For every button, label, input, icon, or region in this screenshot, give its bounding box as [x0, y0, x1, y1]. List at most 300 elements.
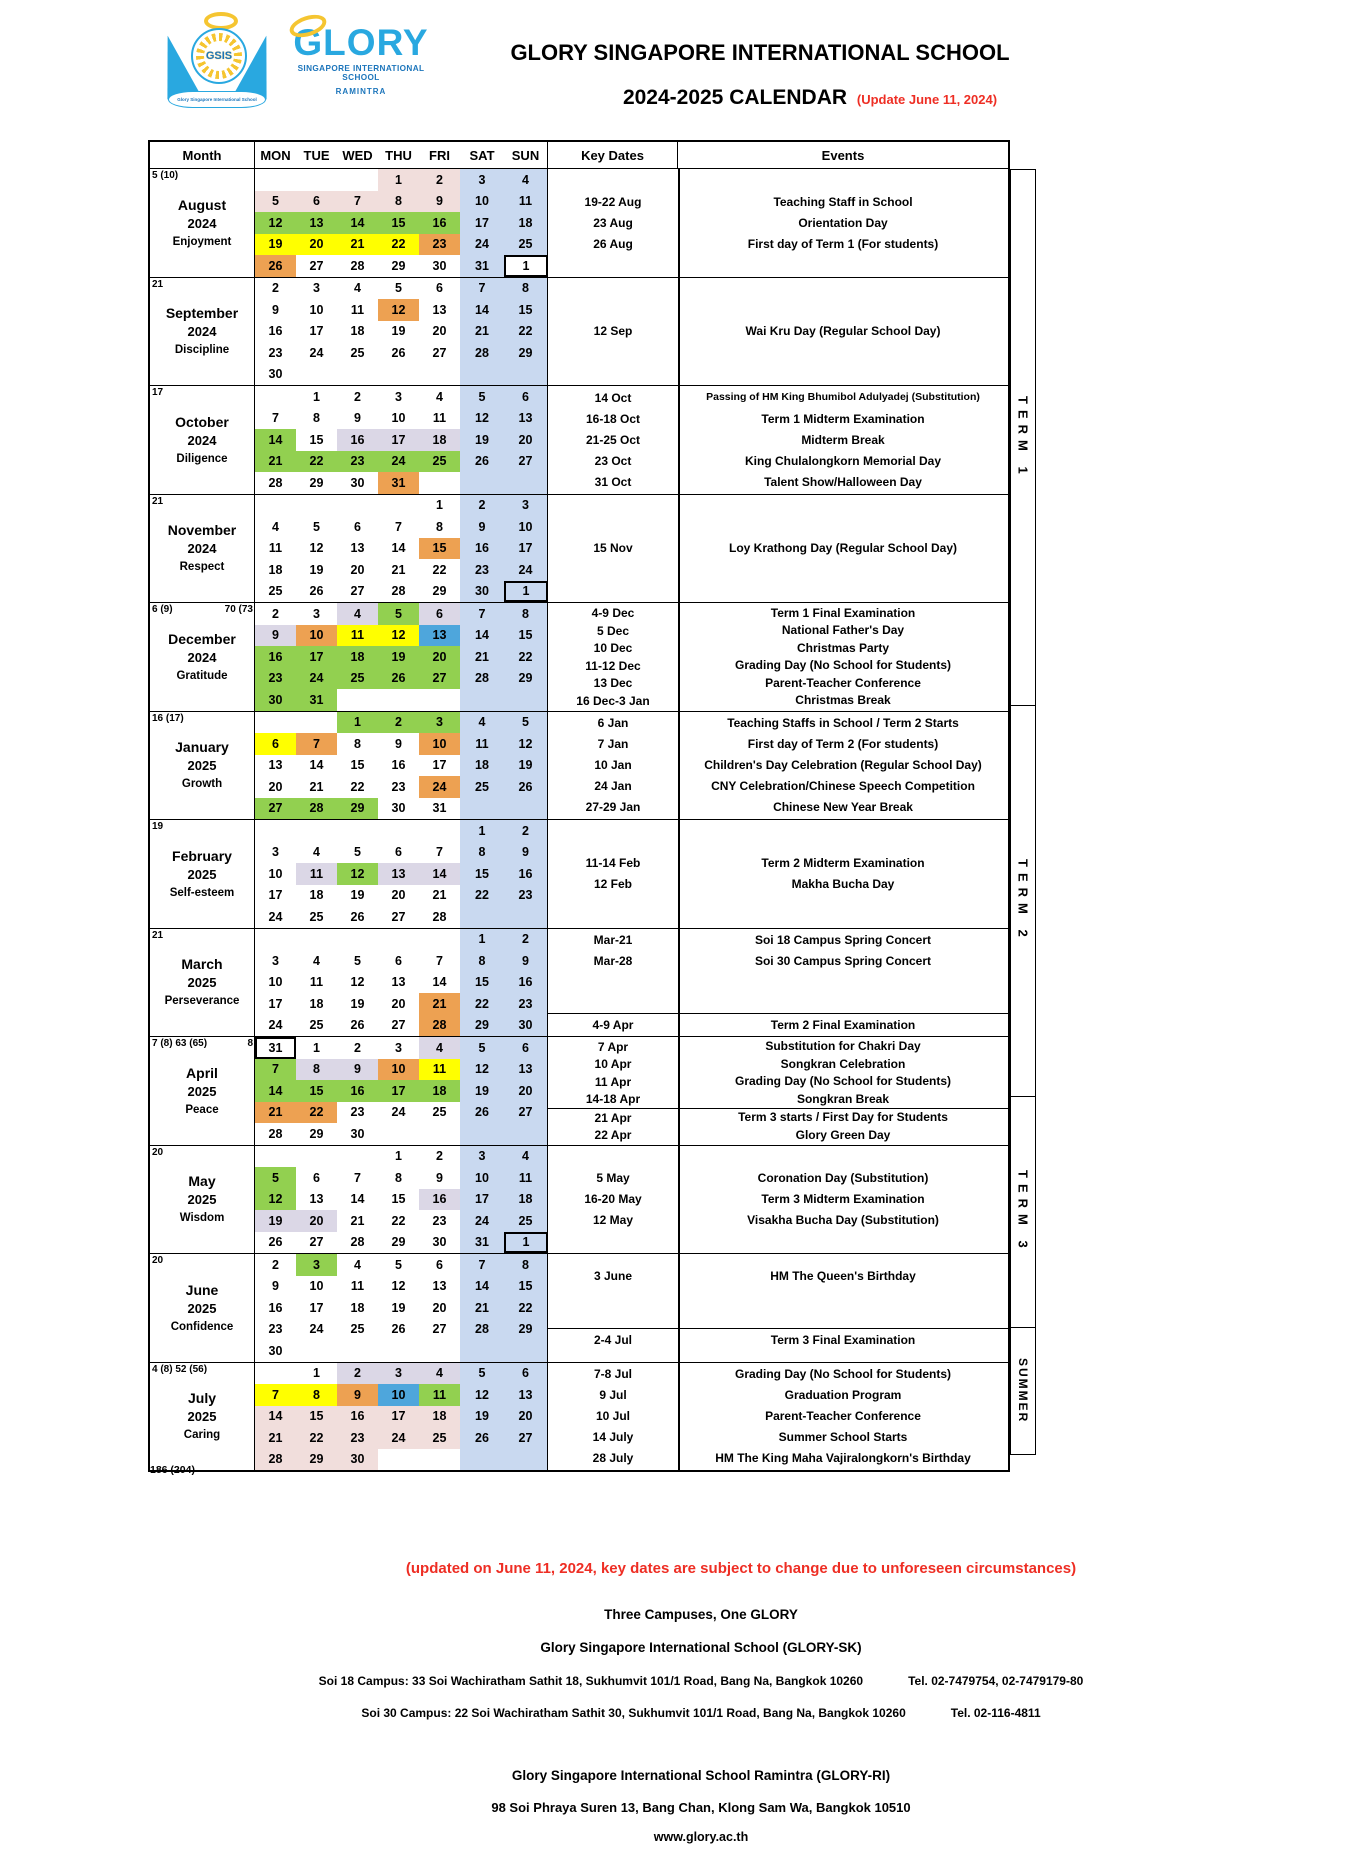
day-cell: 8 [395, 1170, 402, 1185]
day-cell [460, 906, 504, 928]
day-cell: 11 [419, 1384, 460, 1406]
day-cell: 17 [460, 212, 504, 234]
month-cell [150, 495, 255, 603]
month-name: May [188, 1173, 216, 1190]
day-cell: 13 [350, 541, 365, 556]
key-date: 10 Jul [595, 1409, 631, 1424]
key-date: 21 Apr [594, 1110, 632, 1125]
total-school-days: 186 (204) [150, 1464, 195, 1476]
day-cell: 4 [436, 389, 443, 404]
event-label: First day of Term 1 (For students) [747, 236, 939, 251]
day-cell: 1 [313, 389, 320, 404]
month-year: 2024 [187, 324, 217, 340]
day-cell: 27 [391, 1018, 406, 1033]
day-cell: 23 [432, 1213, 447, 1228]
day-cell: 8 [296, 1059, 337, 1081]
day-cell: 13 [391, 975, 406, 990]
day-cell [419, 689, 460, 711]
key-date-row [548, 408, 1008, 429]
key-date: 26 Aug [593, 236, 633, 251]
day-cell: 28 [460, 342, 504, 364]
day-cell [504, 689, 548, 711]
day-cell [337, 495, 378, 517]
day-cell: 18 [309, 996, 324, 1011]
day-cell: 6 [354, 519, 361, 534]
day-cell: 18 [504, 212, 548, 234]
day-cell: 4 [419, 1037, 460, 1059]
day-cell: 28 [460, 1319, 504, 1341]
term-label-1: TERM 1 [1010, 169, 1036, 707]
day-cell: 2 [504, 929, 548, 951]
day-cell: 15 [378, 212, 419, 234]
day-cell: 6 [313, 1170, 320, 1185]
day-cell: 13 [419, 625, 460, 647]
column-header-key-dates: Key Dates [548, 142, 678, 168]
day-cell: 23 [268, 345, 283, 360]
key-date-row [548, 1090, 1008, 1108]
key-date: 24 Jan [594, 779, 632, 794]
day-cell: 30 [432, 1235, 447, 1250]
day-cell: 17 [504, 538, 548, 560]
day-cell [296, 1340, 337, 1362]
day-cell: 14 [419, 863, 460, 885]
term-strip [1010, 169, 1036, 1455]
day-cell: 20 [268, 779, 283, 794]
day-cell [255, 495, 296, 517]
month-year: 2025 [187, 975, 217, 991]
event-label: Coronation Day (Substitution) [757, 1171, 929, 1186]
day-cell: 8 [436, 519, 443, 534]
day-cell: 11 [337, 625, 378, 647]
key-date: 10 Jan [594, 758, 632, 773]
logo-subtitle: SINGAPORE INTERNATIONAL SCHOOL [297, 64, 425, 82]
calendar-table [148, 140, 1010, 1472]
day-cell: 27 [255, 798, 296, 820]
month-name: March [181, 956, 223, 973]
key-dates-events [548, 820, 1008, 928]
day-cell: 24 [296, 668, 337, 690]
day-cell: 20 [504, 1080, 548, 1102]
day-cell: 10 [268, 975, 283, 990]
event-label: Teaching Staff in School [773, 194, 913, 209]
day-cell: 11 [268, 541, 283, 556]
day-cell: 12 [255, 212, 296, 234]
day-cell: 4 [460, 712, 504, 734]
month-cell [150, 820, 255, 928]
day-cell [296, 820, 337, 842]
school-days-count: 6 (9) [152, 604, 173, 615]
day-cell: 4 [354, 281, 361, 296]
day-cell: 17 [378, 429, 419, 451]
day-cell: 21 [255, 1427, 296, 1449]
month-band-august [150, 169, 1008, 277]
day-cell: 25 [350, 1322, 365, 1337]
key-date-row [548, 429, 1008, 450]
month-band-march [150, 928, 1008, 1037]
day-cell: 5 [395, 281, 402, 296]
day-cell [296, 169, 337, 191]
school-days-count: 16 (17) [152, 712, 184, 724]
day-cell [504, 798, 548, 820]
day-cell: 18 [309, 888, 324, 903]
calendar-body [150, 169, 1008, 1470]
month-cell [150, 169, 255, 277]
day-cell [378, 1449, 419, 1471]
event-label: Term 2 Final Examination [770, 1017, 916, 1032]
event-label: Soi 18 Campus Spring Concert [754, 932, 932, 947]
day-cell: 17 [309, 324, 324, 339]
school-days-count-right: 8 [247, 1038, 253, 1049]
day-cell: 19 [255, 1210, 296, 1232]
day-cell: 30 [255, 689, 296, 711]
day-cell: 22 [460, 885, 504, 907]
day-cell: 29 [504, 668, 548, 690]
day-cell: 25 [419, 451, 460, 473]
day-cell: 18 [337, 646, 378, 668]
day-cell: 30 [350, 1126, 365, 1141]
day-cell: 25 [337, 668, 378, 690]
month-cell [150, 1254, 255, 1362]
day-cell: 20 [504, 1406, 548, 1428]
day-cell: 3 [419, 712, 460, 734]
day-cell: 15 [460, 972, 504, 994]
day-cell: 30 [268, 367, 283, 382]
day-cell: 11 [419, 1059, 460, 1081]
day-cell: 24 [460, 234, 504, 256]
day-cell: 22 [296, 451, 337, 473]
day-cell: 23 [350, 1105, 365, 1120]
day-cell: 8 [296, 1384, 337, 1406]
day-cell: 28 [268, 475, 283, 490]
month-theme: Diligence [176, 452, 228, 465]
day-cell: 4 [272, 519, 279, 534]
day-cell: 24 [460, 1210, 504, 1232]
day-cell: 12 [460, 408, 504, 430]
day-cell: 5 [460, 1037, 504, 1059]
day-cell: 16 [337, 1406, 378, 1428]
day-cell: 28 [268, 1126, 283, 1141]
day-cell: 31 [460, 1232, 504, 1254]
school-days-count: 5 (10) [152, 170, 179, 181]
day-cell: 3 [460, 169, 504, 191]
day-cell: 26 [309, 584, 324, 599]
day-cell: 13 [309, 1192, 324, 1207]
day-cell: 3 [395, 389, 402, 404]
day-cell: 30 [391, 801, 406, 816]
day-cell: 3 [460, 1146, 504, 1168]
day-cell: 1 [460, 820, 504, 842]
day-cell: 21 [460, 646, 504, 668]
event-label: Children's Day Celebration (Regular School Day) [704, 758, 982, 773]
day-cell: 14 [255, 1080, 296, 1102]
key-date: Mar-21 [593, 932, 633, 947]
day-cell: 12 [378, 299, 419, 321]
day-cell: 7 [460, 603, 504, 625]
key-date-row [548, 1328, 1008, 1350]
event-label: Visakha Bucha Day (Substitution) [747, 1213, 939, 1228]
key-date: 13 Dec [593, 676, 633, 690]
key-date-row [548, 639, 1008, 657]
day-cell: 24 [378, 451, 419, 473]
day-cell [337, 820, 378, 842]
event-label: Christmas Party [796, 640, 890, 655]
day-cell: 14 [391, 541, 406, 556]
day-cell: 5 [255, 191, 296, 213]
month-cell [150, 1363, 255, 1471]
key-date: 14 Oct [594, 390, 632, 405]
key-date: 19-22 Aug [584, 194, 642, 209]
event-label: CNY Celebration/Chinese Speech Competition [711, 779, 975, 794]
day-cell: 28 [432, 909, 447, 924]
key-date: 7-8 Jul [593, 1367, 632, 1382]
month-name: June [185, 1281, 219, 1298]
key-date-row [548, 1364, 1008, 1385]
day-cell [419, 1449, 460, 1471]
key-date-row [548, 950, 1008, 971]
day-cell: 2 [354, 1040, 361, 1055]
day-cell [378, 495, 419, 517]
day-cell: 29 [460, 1015, 504, 1037]
day-cell: 28 [350, 1235, 365, 1250]
key-date: 28 July [592, 1451, 634, 1466]
key-date: 10 Apr [594, 1057, 632, 1071]
day-cell: 1 [378, 169, 419, 191]
day-cell [419, 1340, 460, 1362]
day-cell: 17 [378, 1080, 419, 1102]
campus-soi30-tel: Tel. 02-116-4811 [950, 1706, 1041, 1720]
day-cell: 2 [354, 389, 361, 404]
day-cell: 2 [436, 1149, 443, 1164]
day-cell: 15 [504, 625, 548, 647]
day-cell: 23 [504, 885, 548, 907]
day-cell: 10 [391, 411, 406, 426]
day-cell: 18 [460, 755, 504, 777]
key-date: 12 Sep [593, 324, 633, 339]
day-cell: 5 [378, 603, 419, 625]
day-cell: 25 [309, 1018, 324, 1033]
crest-banner: Glory Singapore International School [168, 91, 266, 108]
day-cell: 15 [504, 299, 548, 321]
day-cell: 26 [350, 1018, 365, 1033]
school-name-sk: Glory Singapore International School (GLORY-SK) [540, 1640, 862, 1655]
day-cell: 25 [268, 584, 283, 599]
day-cell: 11 [460, 733, 504, 755]
day-cell: 4 [504, 169, 548, 191]
event-label: Term 1 Final Examination [770, 605, 916, 620]
day-cell: 16 [504, 972, 548, 994]
day-cell: 19 [350, 996, 365, 1011]
day-cell: 19 [309, 562, 324, 577]
day-cell: 29 [504, 342, 548, 364]
day-cell: 23 [337, 451, 378, 473]
day-cell: 16 [268, 1300, 283, 1315]
campus-line-soi30 [40, 1706, 1362, 1720]
key-date: 14-18 Apr [585, 1092, 641, 1106]
day-cell: 2 [272, 1257, 279, 1272]
day-cell: 17 [296, 646, 337, 668]
key-date-row [548, 387, 1008, 408]
day-cell: 21 [255, 1102, 296, 1124]
key-date-row [548, 233, 1008, 254]
day-cell: 22 [391, 1213, 406, 1228]
day-cell: 5 [354, 845, 361, 860]
month-theme: Confidence [170, 1320, 234, 1333]
day-cell [419, 1123, 460, 1145]
key-date: 27-29 Jan [585, 800, 641, 815]
key-date-row [548, 1189, 1008, 1210]
day-cell: 18 [350, 324, 365, 339]
day-cell: 30 [337, 1449, 378, 1471]
day-cell: 16 [460, 538, 504, 560]
day-cell: 18 [419, 429, 460, 451]
day-cell: 5 [395, 1257, 402, 1272]
day-cell: 8 [460, 842, 504, 864]
day-cell: 6 [436, 281, 443, 296]
calendar-title [600, 86, 1020, 110]
day-cell [378, 1123, 419, 1145]
event-label: Talent Show/Halloween Day [764, 474, 922, 489]
day-cell [460, 1340, 504, 1362]
month-theme: Peace [185, 1103, 219, 1116]
key-date-row [548, 321, 1008, 342]
day-cell: 21 [432, 888, 447, 903]
day-cell: 19 [460, 1406, 504, 1428]
school-days-count: 19 [152, 821, 164, 832]
month-band-february [150, 819, 1008, 928]
month-cell [150, 712, 255, 820]
key-dates-events [548, 712, 1008, 820]
day-cell: 16 [337, 1080, 378, 1102]
month-cell [150, 603, 255, 711]
event-label: Midterm Break [801, 432, 885, 447]
month-name: December [168, 630, 236, 647]
school-days-count: 4 (8) 52 (56) [152, 1363, 208, 1375]
day-cell: 21 [460, 1297, 504, 1319]
day-cell: 9 [504, 842, 548, 864]
day-cell: 11 [296, 863, 337, 885]
event-label: Substitution for Chakri Day [765, 1039, 921, 1054]
day-cell: 9 [255, 625, 296, 647]
event-label: Parent-Teacher Conference [765, 675, 921, 690]
day-cell: 26 [460, 451, 504, 473]
day-cell: 27 [350, 584, 365, 599]
calendar-year-title: 2024-2025 CALENDAR [622, 86, 848, 109]
key-date: 7 Jan [597, 737, 629, 752]
day-cell: 22 [296, 1427, 337, 1449]
day-cell: 19 [460, 429, 504, 451]
day-cell: 16 [504, 863, 548, 885]
month-cell [150, 929, 255, 1037]
column-header-day: FRI [429, 147, 450, 163]
day-cell: 1 [337, 712, 378, 734]
month-band-january [150, 711, 1008, 820]
day-cell: 12 [255, 1189, 296, 1211]
day-cell: 17 [432, 758, 447, 773]
day-cell: 16 [255, 646, 296, 668]
day-cell: 10 [460, 191, 504, 213]
day-cell: 11 [432, 411, 447, 426]
key-date-row [548, 755, 1008, 776]
month-year: 2025 [187, 1192, 217, 1208]
day-cell: 1 [395, 1149, 402, 1164]
day-cell: 15 [309, 432, 324, 447]
day-cell: 3 [395, 1040, 402, 1055]
day-cell [378, 820, 419, 842]
day-cell: 22 [296, 1102, 337, 1124]
month-theme: Respect [179, 561, 225, 574]
day-cell: 16 [419, 212, 460, 234]
key-date: 7 Apr [597, 1039, 629, 1054]
day-cell: 15 [296, 1080, 337, 1102]
school-days-count: 21 [152, 278, 164, 290]
event-label: Christmas Break [795, 693, 891, 708]
day-cell: 21 [419, 993, 460, 1015]
day-cell: 4 [337, 603, 378, 625]
day-cell: 9 [272, 302, 279, 317]
day-cell: 2 [419, 169, 460, 191]
key-date-row [548, 713, 1008, 734]
school-days-count: 20 [152, 1255, 164, 1266]
key-date-row [548, 1073, 1008, 1091]
day-cell: 28 [460, 668, 504, 690]
day-cell: 1 [313, 1040, 320, 1055]
event-label: Term 1 Midterm Examination [761, 411, 925, 426]
month-year: 2024 [187, 541, 217, 557]
event-label: Soi 30 Campus Spring Concert [754, 953, 932, 968]
day-cell: 25 [460, 776, 504, 798]
day-cell: 27 [419, 668, 460, 690]
key-date-row [548, 1210, 1008, 1231]
day-cell: 7 [436, 953, 443, 968]
day-cell: 10 [268, 866, 283, 881]
day-cell: 26 [504, 776, 548, 798]
day-cell: 6 [504, 386, 548, 408]
day-cell: 14 [460, 625, 504, 647]
day-cell: 17 [268, 996, 283, 1011]
day-cell: 18 [350, 1300, 365, 1315]
month-theme: Self-esteem [169, 886, 235, 899]
day-cell: 16 [268, 324, 283, 339]
day-cell: 7 [272, 411, 279, 426]
day-cell: 10 [378, 1059, 419, 1081]
key-date: 12 May [592, 1213, 634, 1228]
day-cell: 19 [460, 1080, 504, 1102]
day-cell: 23 [255, 668, 296, 690]
day-cell: 8 [504, 1254, 548, 1276]
key-date: 5 Dec [596, 623, 630, 638]
day-cell: 10 [419, 733, 460, 755]
day-cell: 5 [354, 953, 361, 968]
day-cell: 21 [391, 562, 406, 577]
day-cell: 23 [268, 1322, 283, 1337]
event-label: Parent-Teacher Conference [765, 1409, 921, 1424]
day-cell: 9 [337, 1384, 378, 1406]
column-header-events: Events [821, 147, 865, 163]
day-cell: 26 [391, 345, 406, 360]
month-name: August [177, 196, 227, 213]
key-date: 3 June [593, 1268, 632, 1283]
day-cell: 28 [350, 258, 365, 273]
event-label: Songkran Celebration [780, 1056, 906, 1071]
day-cell: 11 [350, 302, 365, 317]
event-label: Graduation Program [784, 1388, 902, 1403]
day-cell: 28 [391, 584, 406, 599]
key-date: 9 Jul [599, 1388, 627, 1403]
day-cell: 31 [296, 689, 337, 711]
key-date-row [548, 1013, 1008, 1035]
page-title: GLORY SINGAPORE INTERNATIONAL SCHOOL [510, 40, 1010, 65]
day-cell: 25 [504, 1210, 548, 1232]
